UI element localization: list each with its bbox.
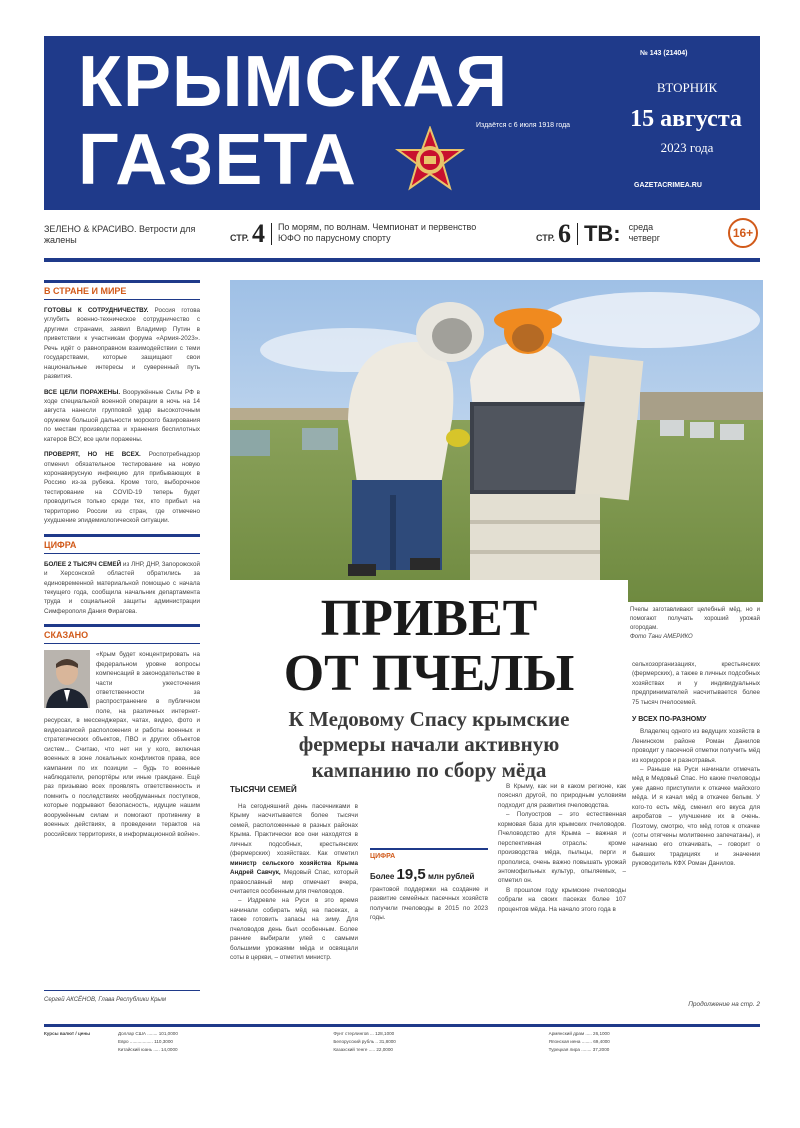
news-item-2-text: Вооружённые Силы РФ в ходе специальной военной операции в ночь на 14 августа нанесли групповой удар высокоточным оружием большой дальности морского базирования по местам производства и хранения беспилотных катеров ВСУ, все цели поражены. <box>44 388 201 443</box>
author-portrait <box>44 650 90 708</box>
left-column <box>44 280 200 839</box>
photo-caption <box>630 606 760 642</box>
footer-row: Турецкая лира ........ 37,2000 <box>548 1046 610 1052</box>
website[interactable]: GAZETACRIMEA.RU <box>634 182 702 189</box>
column-3-heading: У ВСЕХ ПО-РАЗНОМУ <box>632 716 707 724</box>
column-2-para-1: В Крыму, как ни в каком регионе, как пояснял другой, по природным условиям подходит для развития пчеловодства. <box>498 783 626 809</box>
masthead <box>44 36 760 210</box>
teaser-3-page: 6 <box>557 218 571 248</box>
section-number-title: ЦИФРА <box>44 534 200 554</box>
news-item-3 <box>44 450 200 526</box>
column-1-para-2: – Издревле на Руси в это время начинали собирать мёд на пасеках, а также готовить запасы на зиму. Для пчеловодов день был особенным. Более ранние выбирали улей с самыми большими урожаями мёда и освящали соты в церкви, – отметил министр. <box>230 897 358 961</box>
teaser-2-text: По морям, по волнам. Чемпионат и первенство ЮФО по парусному спорту <box>277 222 477 244</box>
subheadline-line1: К Медовому Спасу крымские <box>288 707 570 732</box>
footer-row: Японская иена ........ 69,4000 <box>548 1038 610 1044</box>
age-rating-badge: 16+ <box>728 218 758 248</box>
footer-row: Евро .................. 110,3000 <box>118 1038 173 1044</box>
headline-line1: ПРИВЕТ <box>320 590 538 647</box>
stat-box <box>370 848 488 923</box>
news-item-1-text: Россия готова углубить военно-техническое сотрудничество с другими странами, заявил Владимир Путин в приветствии к участникам форума «Армия-2023». Речь идёт о равноправном взаимодействии с теми государствами, которые защищают свои национальные интересы и суверенный путь развития. <box>44 307 200 381</box>
footer-col-3 <box>549 1030 760 1053</box>
article-column-2 <box>498 782 626 914</box>
news-item-2 <box>44 388 200 445</box>
teaser-2[interactable] <box>230 218 488 248</box>
section-quote-title: СКАЗАНО <box>44 624 200 644</box>
news-item-1 <box>44 306 200 382</box>
article-column-1 <box>230 782 358 962</box>
stat-unit: млн рублей <box>427 872 475 881</box>
subheadline-line3: кампанию по сбору мёда <box>311 757 547 782</box>
footer-col-1 <box>118 1030 329 1053</box>
column-1-heading: ТЫСЯЧИ СЕМЕЙ <box>230 785 297 794</box>
column-3-para-2: Владелец одного из ведущих хозяйств в Ленинском районе Роман Данилов проводит у пасечной отметки получить мёд из коридоров и разнотравья. <box>632 728 760 764</box>
footer-row: Доллар США ........ 101,0000 <box>118 1031 178 1036</box>
founded-note: Издаётся с 6 июля 1918 года <box>476 122 571 129</box>
issue-year: 2023 года <box>660 140 714 155</box>
footer-row: Казахский тенге ..... 22,0000 <box>333 1046 393 1052</box>
issue-date: 15 августа <box>630 106 742 132</box>
news-item-3-text: Роспотребнадзор отменил обязательное тестирование на новую коронавирусную инфекцию для прибывающих в Россию из-за рубежа. Кроме того, выборочное тестирование на COVID-19 теперь будет проводиться только среди тех, кто прибыл на территорию России из стран, где отмечено ухудшение эпидемиологической ситуации. <box>44 451 200 525</box>
header-divider <box>44 258 760 262</box>
article-column-3 <box>632 660 760 869</box>
photo-credit: Фото Тани АМЕРИКО <box>630 634 693 640</box>
stat-pre: Более <box>370 872 395 881</box>
news-item-3-lead: ПРОВЕРЯТ, НО НЕ ВСЕХ. <box>44 451 141 459</box>
column-3-para-1: сельхозорганизациях, крестьянских (фермерских), а также в личных подсобных хозяйствах и у индивидуальных предпринимателей насчитывается более 75 тысяч пчелосемей. <box>632 661 760 706</box>
footer-col-2 <box>333 1030 544 1053</box>
quote-text: «Крым будет концентрировать на федеральном уровне вопросы компенсаций в законодательстве в части ужесточения ответственности за распространение в публичном поле, на различных интернет-ресурсах, в мессенджерах, чатах, видео, фото и видеозаписей расположения и работы военных и стратегических объектов, ПВО и других объектов систем... Считаю, что нет ни у кого, включая военных в зоне локальных конфликтов права, все кампании по их позиции – будь то военные наблюдатели, репортёры или иные граждане. Ещё раз призываю всех проявлять ответственность и помнить о последствиях необдуманных поступков, которые подрывают безопасность, идущие нашим вооружённым силам и помогают противнику в военных действиях, в проведении терактов на российских территориях, в информационной войне». <box>44 651 200 838</box>
footer-divider <box>44 1024 760 1027</box>
section-news-title: В СТРАНЕ И МИРЕ <box>44 280 200 300</box>
footer-row: Белорусский рубль .. 31,8000 <box>333 1038 396 1044</box>
quote-author: Сергей АКСЁНОВ, Глава Республики Крым <box>44 997 166 1003</box>
masthead-title-line2: ГАЗЕТА <box>78 120 357 200</box>
headline-line2: ОТ ПЧЕЛЫ <box>283 644 575 702</box>
column-1-text-1: На сегодняшний день пасечниками в Крыму насчитывается более тысячи семей, расположенные в разных районах Крыма. Практически все они находятся в личных подсобных, крестьянских (фермерских) хозяйствах. Как отметил <box>230 803 358 858</box>
column-1-text-2: Медовый Спас, который православный мир отмечает вчера, считается особенным для пчеловодов. <box>230 869 359 895</box>
news-item-1-lead: ГОТОВЫ К СОТРУДНИЧЕСТВУ. <box>44 307 149 314</box>
news-item-2-lead: ВСЕ ЦЕЛИ ПОРАЖЕНЫ. <box>44 388 121 396</box>
order-emblem-icon <box>394 126 466 198</box>
column-2-para-2: – Полуостров – это естественная кормовая база для крымских пчеловодов. Пчеловодство для Крыма – важная и перспективная отрасль: кроме производства мёда, пыльцы, перги и прополиса, очень важно повышать урожай энтомофильных культур, опыляемых, – отметил он. <box>498 811 626 885</box>
teaser-2-page: 4 <box>251 218 265 248</box>
teaser-3[interactable] <box>536 218 679 248</box>
issue-number: № 143 (21404) <box>640 50 688 57</box>
footer-block-title: Курсы валют / цены <box>44 1031 91 1036</box>
teaser-3-text: среда четверг <box>628 222 661 244</box>
quote-block <box>44 650 200 839</box>
teaser-2-page-label: СТР. <box>230 233 249 244</box>
stat-label: ЦИФРА <box>370 848 488 860</box>
footer-row: Китайский юань ..... 14,0000 <box>118 1046 178 1052</box>
column-1-bold: министр сельского хозяйства Крыма Андрей Савчук, <box>230 859 358 877</box>
number-item-text: из ЛНР, ДНР, Запорожской и Херсонской областей обратились за единовременной материальной помощью с начала текущего года, сообщила начальник департамента труда и социальной защиты администрации Симферополя Дания Фирагова. <box>44 560 200 615</box>
stat-line <box>370 866 488 883</box>
teaser-3-label: ТВ: <box>583 220 621 246</box>
subheadline-line2: фермеры начали активную <box>298 732 560 757</box>
masthead-title-line1: КРЫМСКАЯ <box>78 42 509 122</box>
photo-caption-text: Пчелы заготавливают целебный мёд, но и помогают получать хороший урожай огородам. <box>630 607 760 631</box>
number-item <box>44 560 200 617</box>
weekday: ВТОРНИК <box>656 80 718 95</box>
footer-listing <box>44 1030 760 1053</box>
column-2-para-3: В прошлом году крымские пчеловоды собрали на своих пасеках более 107 процентов мёда. На начало этого года в <box>498 886 626 913</box>
number-item-lead: БОЛЕЕ 2 ТЫСЯЧ СЕМЕЙ <box>44 560 122 568</box>
stat-value: 19,5 <box>396 866 426 883</box>
stat-text: грантовой поддержки на создание и развитие семейных пасечных хозяйств получили пчеловоды в 2015 по 2023 годы. <box>370 886 488 922</box>
continued-note[interactable]: Продолжение на стр. 2 <box>688 1001 760 1008</box>
quote-rule <box>44 990 200 991</box>
headline-block <box>230 580 628 782</box>
footer-row: Фунт стерлингов ... 128,1000 <box>333 1031 395 1036</box>
column-3-para-3: – Раньше на Руси начинали отмечать мёд в Медовый Спас. Но какие пчеловоды уже давно приступили к откачке майского мёда. И я качал мёд в откачке белым. У кого-то есть мёд, сменил его вкуса для акробатов – улучшение их в очень. Поэтому, смотрю, что мёд готов к откачке (соты отягчены молитвенно запечатаны), и начинаю его откачивать, – говорит о бывших традициях и значении руководитель КФХ Роман Данилов. <box>632 765 760 868</box>
beekeepers-photo-image <box>230 280 763 602</box>
teaser-1[interactable]: ЗЕЛЕНО & КРАСИВО. Ветрости для жалены <box>44 224 196 246</box>
teaser-3-page-label: СТР. <box>536 233 555 244</box>
beekeepers-photo <box>230 280 763 602</box>
column-1-para-1 <box>230 802 358 896</box>
footer-row: Армянский драм ..... 26,1000 <box>548 1031 610 1036</box>
